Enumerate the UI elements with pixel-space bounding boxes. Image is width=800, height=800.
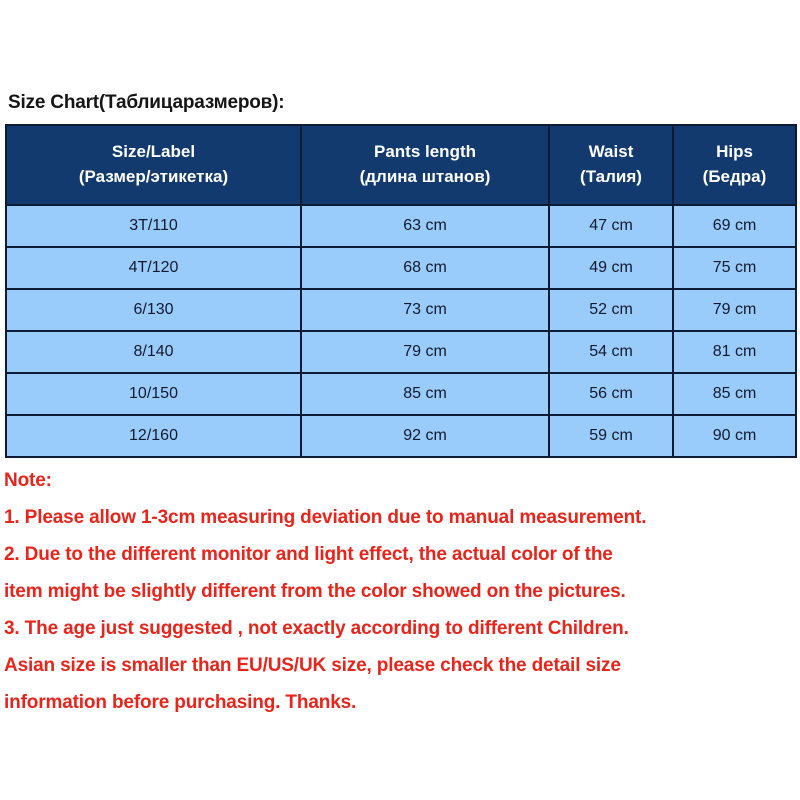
- cell-size: 6/130: [6, 289, 301, 331]
- cell-size: 10/150: [6, 373, 301, 415]
- note-line-3: 3. The age just suggested , not exactly according to different Children.: [4, 618, 629, 639]
- cell-pants-length: 85 cm: [301, 373, 549, 415]
- cell-waist: 52 cm: [549, 289, 673, 331]
- cell-pants-length: 63 cm: [301, 205, 549, 247]
- column-header-hips-en: Hips: [716, 142, 753, 162]
- cell-size: 3T/110: [6, 205, 301, 247]
- cell-pants-length: 68 cm: [301, 247, 549, 289]
- cell-hips: 79 cm: [673, 289, 796, 331]
- column-header-size-ru: (Размер/этикетка): [78, 167, 229, 186]
- cell-waist: 54 cm: [549, 331, 673, 373]
- note-line-2: 2. Due to the different monitor and light effect, the actual color of the: [4, 544, 613, 565]
- cell-size: 12/160: [6, 415, 301, 457]
- column-header-hips-ru: (Бедра): [702, 167, 767, 186]
- size-table-container: [5, 124, 795, 458]
- table-row: [6, 205, 796, 247]
- column-header-waist-ru: (Талия): [580, 167, 642, 186]
- note-line-3-cont2: information before purchasing. Thanks.: [4, 692, 357, 713]
- table-row: [6, 289, 796, 331]
- page-title: Size Chart(Таблицаразмеров):: [8, 92, 285, 113]
- cell-hips: 81 cm: [673, 331, 796, 373]
- cell-pants-length: 79 cm: [301, 331, 549, 373]
- notes-section: [4, 462, 794, 721]
- cell-hips: 90 cm: [673, 415, 796, 457]
- note-line-3-cont: Asian size is smaller than EU/US/UK size, please check the detail size: [4, 655, 621, 676]
- cell-hips: 85 cm: [673, 373, 796, 415]
- column-header-pants-length: [301, 125, 549, 205]
- column-header-size-en: Size/Label: [111, 142, 196, 162]
- column-header-waist: [549, 125, 673, 205]
- cell-waist: 56 cm: [549, 373, 673, 415]
- column-header-hips: [673, 125, 796, 205]
- cell-waist: 59 cm: [549, 415, 673, 457]
- table-row: [6, 373, 796, 415]
- cell-size: 4T/120: [6, 247, 301, 289]
- column-header-size: [6, 125, 301, 205]
- note-line-1: 1. Please allow 1-3cm measuring deviation due to manual measurement.: [4, 507, 647, 528]
- column-header-waist-en: Waist: [588, 142, 634, 162]
- column-header-pants-length-en: Pants length: [373, 142, 476, 162]
- note-line-2-cont: item might be slightly different from the color showed on the pictures.: [4, 581, 626, 602]
- cell-hips: 69 cm: [673, 205, 796, 247]
- cell-pants-length: 73 cm: [301, 289, 549, 331]
- table-body: [6, 205, 796, 457]
- notes-heading: Note:: [4, 470, 52, 491]
- table-header: [6, 125, 796, 205]
- cell-pants-length: 92 cm: [301, 415, 549, 457]
- table-row: [6, 247, 796, 289]
- cell-waist: 47 cm: [549, 205, 673, 247]
- size-chart-table: [5, 124, 797, 458]
- cell-hips: 75 cm: [673, 247, 796, 289]
- cell-waist: 49 cm: [549, 247, 673, 289]
- table-row: [6, 415, 796, 457]
- column-header-pants-length-ru: (длина штанов): [359, 167, 491, 186]
- cell-size: 8/140: [6, 331, 301, 373]
- table-row: [6, 331, 796, 373]
- table-header-row: [6, 125, 796, 205]
